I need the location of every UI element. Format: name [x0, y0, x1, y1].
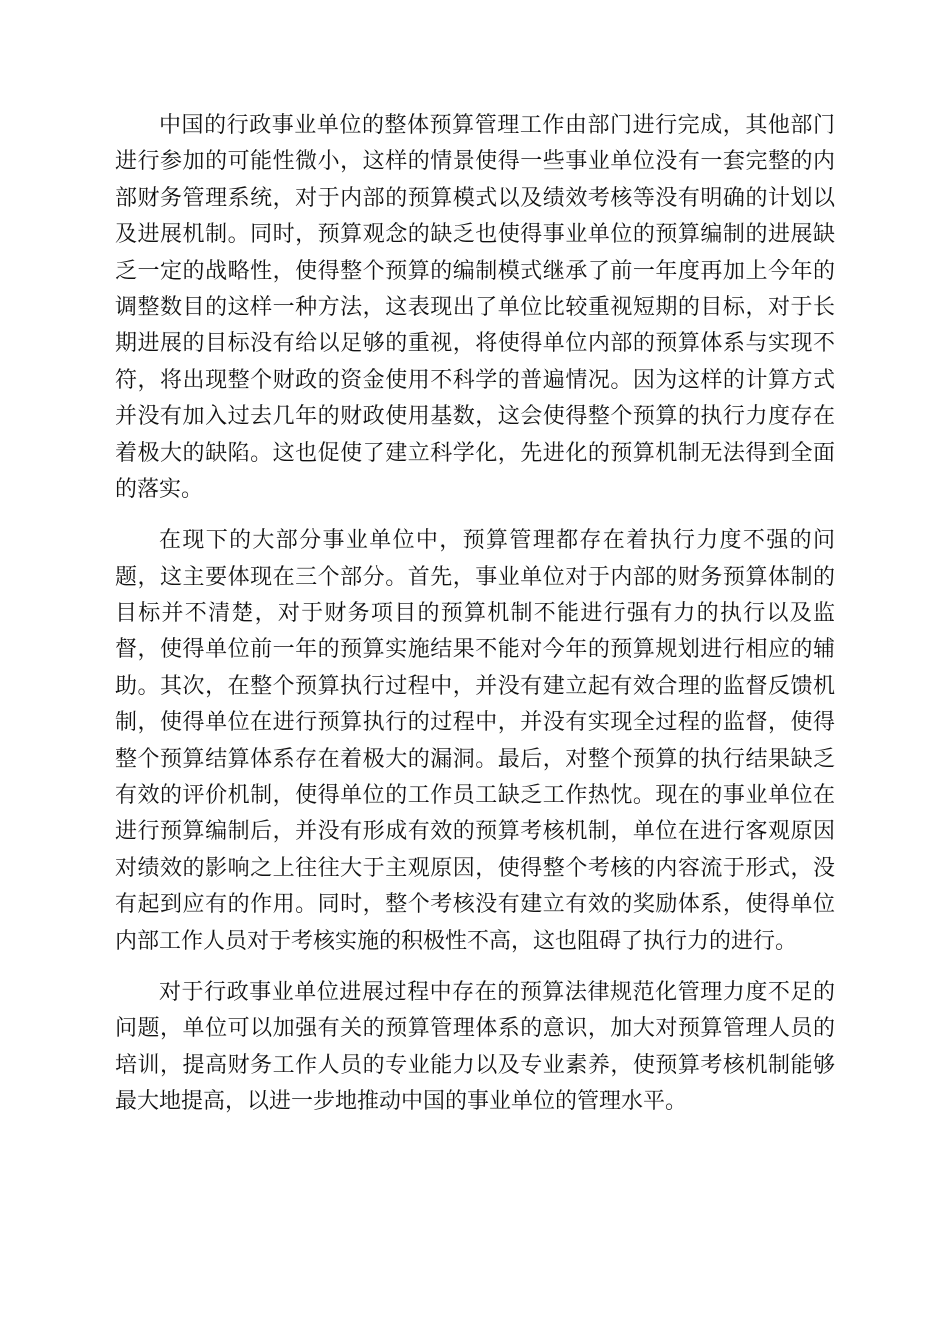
text-line: 有效的评价机制，使得单位的工作员工缺乏工作热忱。现在的事业单位在	[115, 783, 835, 809]
text-line: 助。其次，在整个预算执行过程中，并没有建立起有效合理的监督反馈机	[115, 673, 835, 699]
text-line: 题，这主要体现在三个部分。首先，事业单位对于内部的财务预算体制的	[115, 564, 835, 590]
text-line: 中国的行政事业单位的整体预算管理工作由部门进行完成，其他部门	[159, 113, 835, 138]
text-line: 符，将出现整个财政的资金使用不科学的普遍情况。因为这样的计算方式	[115, 367, 835, 393]
text-line: 着极大的缺陷。这也促使了建立科学化，先进化的预算机制无法得到全面	[115, 440, 835, 466]
text-line: 有起到应有的作用。同时，整个考核没有建立有效的奖励体系，使得单位	[115, 892, 835, 918]
text-line: 在现下的大部分事业单位中，预算管理都存在着执行力度不强的问	[159, 528, 835, 554]
text-line: 内部工作人员对于考核实施的积极性不高，这也阻碍了执行力的进行。	[115, 928, 798, 954]
paragraph-1	[115, 108, 835, 508]
text-line: 的落实。	[115, 476, 204, 502]
paragraph-3	[115, 975, 835, 1121]
text-line: 进行预算编制后，并没有形成有效的预算考核机制，单位在进行客观原因	[115, 819, 835, 845]
document-body	[115, 108, 835, 1136]
text-line: 进行参加的可能性微小，这样的情景使得一些事业单位没有一套完整的内	[115, 149, 835, 175]
text-line: 对绩效的影响之上往往大于主观原因，使得整个考核的内容流于形式，没	[115, 855, 835, 881]
text-line: 乏一定的战略性，使得整个预算的编制模式继承了前一年度再加上今年的	[115, 258, 835, 284]
text-line: 最大地提高，以进一步地推动中国的事业单位的管理水平。	[115, 1089, 688, 1115]
text-line: 对于行政事业单位进展过程中存在的预算法律规范化管理力度不足的	[159, 979, 835, 1005]
text-line: 督，使得单位前一年的预算实施结果不能对今年的预算规划进行相应的辅	[115, 637, 835, 663]
text-line: 期进展的目标没有给以足够的重视，将使得单位内部的预算体系与实现不	[115, 331, 835, 357]
text-line: 目标并不清楚，对于财务项目的预算机制不能进行强有力的执行以及监	[115, 601, 835, 627]
text-line: 整个预算结算体系存在着极大的漏洞。最后，对整个预算的执行结果缺乏	[115, 746, 835, 772]
text-line: 及进展机制。同时，预算观念的缺乏也使得事业单位的预算编制的进展缺	[115, 222, 835, 248]
paragraph-2	[115, 523, 835, 960]
text-line: 并没有加入过去几年的财政使用基数，这会使得整个预算的执行力度存在	[115, 404, 835, 430]
text-line: 培训，提高财务工作人员的专业能力以及专业素养，使预算考核机制能够	[115, 1052, 835, 1078]
text-line: 问题，单位可以加强有关的预算管理体系的意识，加大对预算管理人员的	[115, 1016, 835, 1042]
text-line: 调整数目的这样一种方法，这表现出了单位比较重视短期的目标，对于长	[115, 294, 835, 320]
text-line: 制，使得单位在进行预算执行的过程中，并没有实现全过程的监督，使得	[115, 710, 835, 736]
text-line: 部财务管理系统，对于内部的预算模式以及绩效考核等没有明确的计划以	[115, 185, 835, 211]
